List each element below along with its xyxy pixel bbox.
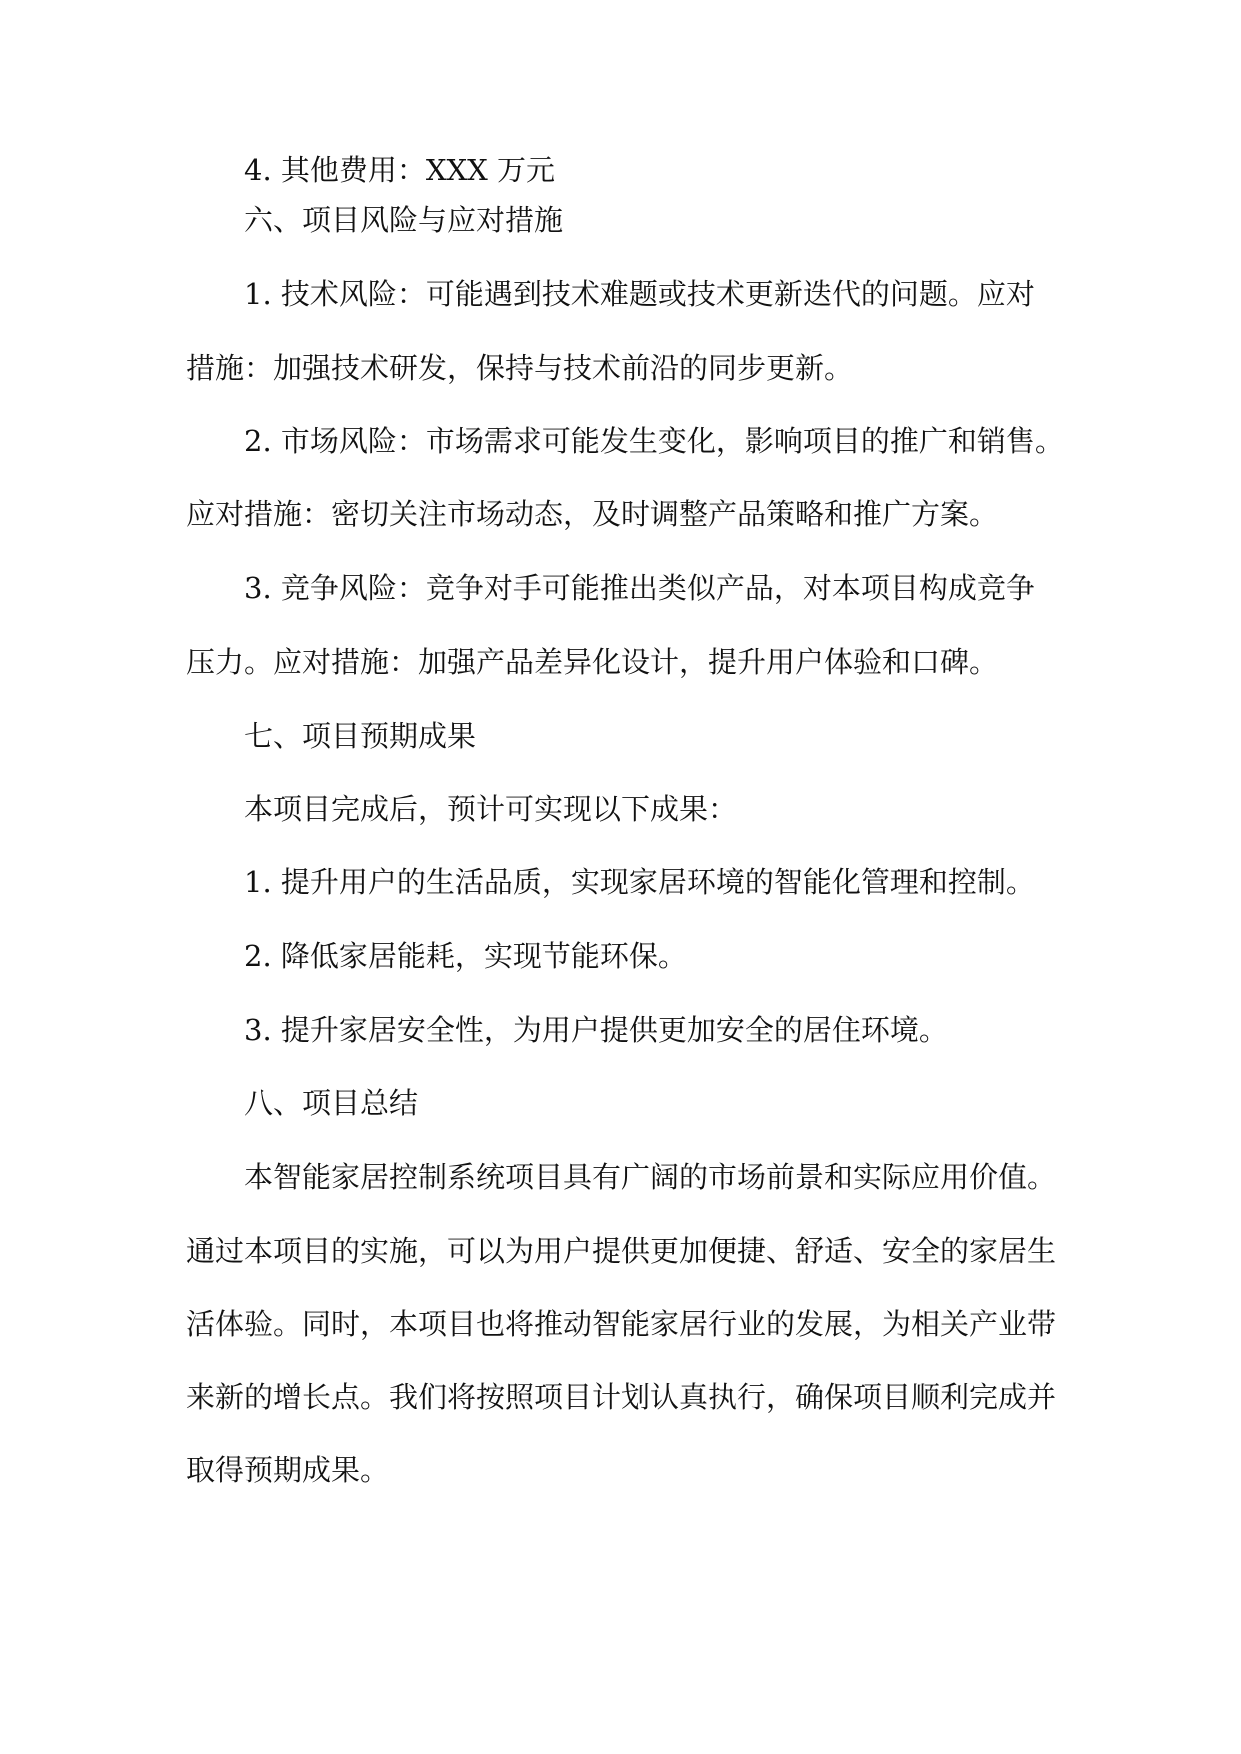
result-item-2: 2. 降低家居能耗，实现节能环保。 bbox=[244, 939, 687, 973]
risk-item-1-line-1: 1. 技术风险：可能遇到技术难题或技术更新迭代的问题。应对 bbox=[244, 277, 1035, 311]
summary-line-1: 本智能家居控制系统项目具有广阔的市场前景和实际应用价值。 bbox=[244, 1160, 1057, 1194]
summary-line-5: 取得预期成果。 bbox=[186, 1453, 390, 1487]
summary-line-4: 来新的增长点。我们将按照项目计划认真执行，确保项目顺利完成并 bbox=[186, 1380, 1057, 1414]
section-heading-7: 七、项目预期成果 bbox=[244, 719, 477, 753]
risk-item-2-line-2: 应对措施：密切关注市场动态，及时调整产品策略和推广方案。 bbox=[186, 497, 999, 531]
result-item-3: 3. 提升家居安全性，为用户提供更加安全的居住环境。 bbox=[244, 1013, 948, 1047]
risk-item-2-line-1: 2. 市场风险：市场需求可能发生变化，影响项目的推广和销售。 bbox=[244, 424, 1064, 458]
section-heading-8: 八、项目总结 bbox=[244, 1086, 419, 1120]
risk-item-3-line-1: 3. 竞争风险：竞争对手可能推出类似产品，对本项目构成竞争 bbox=[244, 571, 1035, 605]
summary-line-2: 通过本项目的实施，可以为用户提供更加便捷、舒适、安全的家居生 bbox=[186, 1234, 1057, 1268]
result-item-1: 1. 提升用户的生活品质，实现家居环境的智能化管理和控制。 bbox=[244, 865, 1035, 899]
cost-item-4: 4. 其他费用：XXX 万元 bbox=[244, 153, 556, 187]
results-intro: 本项目完成后，预计可实现以下成果： bbox=[244, 792, 738, 826]
section-heading-6: 六、项目风险与应对措施 bbox=[244, 203, 564, 237]
risk-item-3-line-2: 压力。应对措施：加强产品差异化设计，提升用户体验和口碑。 bbox=[186, 645, 999, 679]
summary-line-3: 活体验。同时，本项目也将推动智能家居行业的发展，为相关产业带 bbox=[186, 1307, 1057, 1341]
risk-item-1-line-2: 措施：加强技术研发，保持与技术前沿的同步更新。 bbox=[186, 351, 854, 385]
